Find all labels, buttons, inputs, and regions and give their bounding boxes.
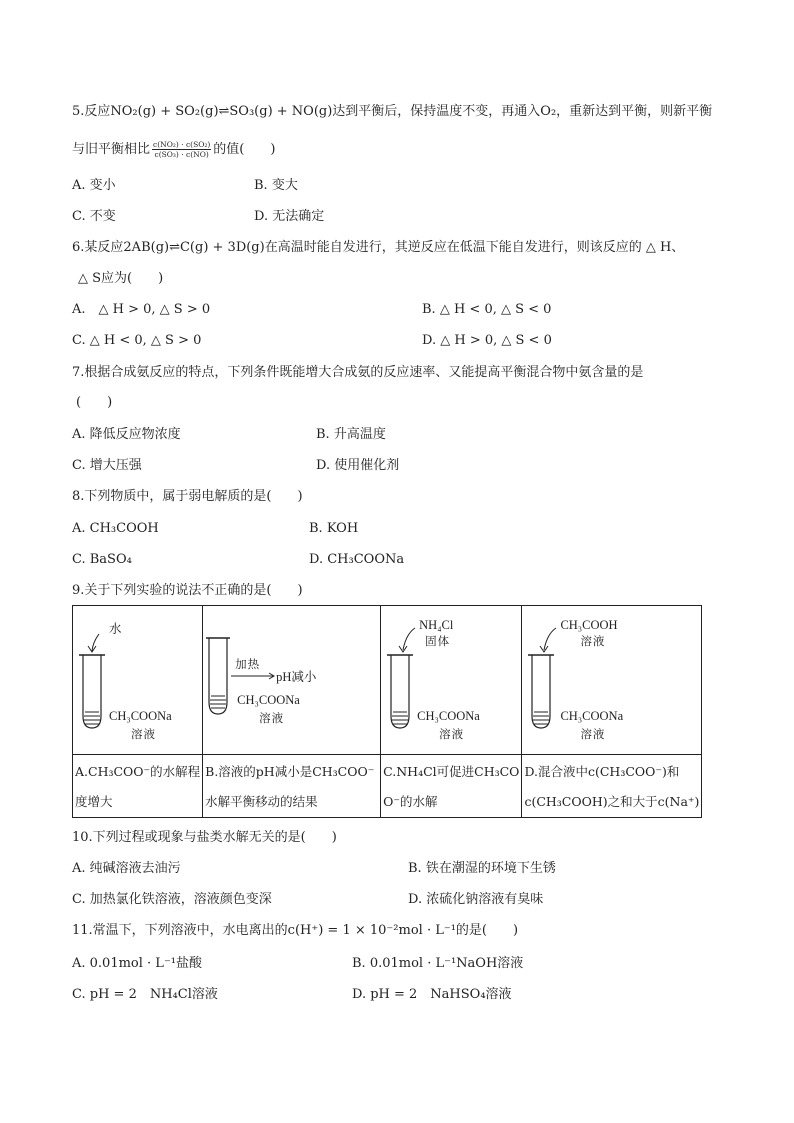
q6-option-d[interactable]: D. △ H > 0, △ S < 0: [422, 333, 552, 348]
q9-experiment-table: [72, 605, 702, 818]
q10-option-d[interactable]: D. 浓硫化钠溶液有臭味: [408, 892, 544, 907]
q6-stem-line2: △ S应为( ): [78, 271, 164, 286]
q9-option-b-line2: 水解平衡移动的结果: [205, 794, 318, 809]
q8-option-a[interactable]: A. CH₃COOH: [72, 521, 159, 536]
q9-cell-c-figure: [381, 606, 522, 755]
q5-fraction-denominator: c(SO₃) · c(NO): [154, 150, 209, 159]
q9-option-b[interactable]: [203, 755, 381, 818]
q5-stem-prefix: 与旧平衡相比: [72, 142, 151, 157]
q9-option-d-line1: D.混合液中c(CH₃COO⁻)和: [524, 764, 680, 779]
fig-b-solution-label: 溶液: [259, 711, 285, 725]
q5-stem-suffix: 的值( ): [213, 142, 276, 157]
q5-stem-line2: [72, 140, 275, 159]
fig-d-added-label: 溶液: [580, 634, 606, 648]
fig-a-solution-label: 溶液: [131, 727, 156, 741]
q9-option-d-line2: c(CH₃COOH)之和大于c(Na⁺): [524, 794, 700, 809]
fig-d-solution-name: CH₃COONa: [560, 709, 624, 723]
q8-option-b[interactable]: B. KOH: [309, 521, 359, 536]
q9-cell-d-figure: [522, 606, 702, 755]
q5-option-a[interactable]: A. 变小: [72, 178, 116, 193]
q9-option-d[interactable]: [522, 755, 702, 818]
fig-d-added-name: CH₃COOH: [560, 618, 618, 632]
q8-option-d[interactable]: D. CH₃COONa: [309, 552, 405, 567]
q5-fraction-numerator: c(NO₂) · c(SO₂): [153, 140, 211, 149]
q9-option-b-line1: B.溶液的pH减小是CH₃COO⁻: [205, 764, 375, 779]
q9-option-c[interactable]: [381, 755, 522, 818]
q9-option-a[interactable]: [73, 755, 203, 818]
q9-stem: 9.关于下列实验的说法不正确的是( ): [72, 583, 303, 598]
q11-option-d[interactable]: D. pH = 2 NaHSO₄溶液: [352, 987, 512, 1002]
fig-b-ph-label: pH减小: [276, 670, 317, 684]
q10-option-b[interactable]: B. 铁在潮湿的环境下生锈: [408, 861, 556, 876]
q9-option-a-line2: 度增大: [75, 794, 113, 809]
q11-option-b[interactable]: B. 0.01mol · L⁻¹NaOH溶液: [352, 956, 524, 971]
q6-option-b[interactable]: B. △ H < 0, △ S < 0: [422, 302, 552, 317]
q11-option-a[interactable]: A. 0.01mol · L⁻¹盐酸: [72, 956, 203, 971]
q5-option-d[interactable]: D. 无法确定: [254, 209, 325, 224]
q11-option-c[interactable]: C. pH = 2 NH₄Cl溶液: [72, 987, 218, 1002]
q7-option-d[interactable]: D. 使用催化剂: [316, 458, 400, 473]
q7-stem-line1: 7.根据合成氨反应的特点，下列条件既能增大合成氨的反应速率、又能提高平衡混合物中氨含量的是: [72, 365, 644, 380]
q6-stem-line1: 6.某反应2AB(g)⇌C(g) + 3D(g)在高温时能自发进行，其逆反应在低温下能自发进行，则该反应的 △ H、: [72, 240, 685, 255]
q7-option-a[interactable]: A. 降低反应物浓度: [72, 427, 181, 442]
q8-stem: 8.下列物质中，属于弱电解质的是( ): [72, 489, 303, 504]
q9-option-c-line2: O⁻的水解: [383, 794, 438, 809]
fig-c-added-label: 固体: [425, 634, 451, 648]
q7-stem-line2: ( ): [76, 395, 113, 410]
q8-option-c[interactable]: C. BaSO₄: [72, 552, 132, 567]
fig-b-heat-label: 加热: [235, 657, 261, 671]
q11-stem: 11.常温下，下列溶液中，水电离出的c(H⁺) = 1 × 10⁻²mol · L⁻¹的是( ): [72, 923, 519, 938]
q10-option-c[interactable]: C. 加热氯化铁溶液，溶液颜色变深: [72, 892, 272, 907]
fig-d-solution-label: 溶液: [580, 727, 606, 741]
q7-option-c[interactable]: C. 增大压强: [72, 458, 142, 473]
fig-c-added-name: NH₄Cl: [419, 618, 454, 632]
q6-option-a[interactable]: A. △ H > 0, △ S > 0: [72, 302, 211, 317]
q9-cell-a-figure: [73, 606, 203, 755]
fig-a-added-label: 水: [109, 622, 122, 636]
q10-option-a[interactable]: A. 纯碱溶液去油污: [72, 861, 181, 876]
fig-c-solution-label: 溶液: [439, 727, 465, 741]
q9-option-a-line1: A.CH₃COO⁻的水解程: [75, 764, 201, 779]
q7-option-b[interactable]: B. 升高温度: [316, 427, 386, 442]
fig-a-solution-name: CH₃COONa: [109, 709, 172, 723]
fig-c-solution-name: CH₃COONa: [417, 709, 480, 723]
q5-stem-line1: 5.反应NO₂(g) + SO₂(g)⇌SO₃(g) + NO(g)达到平衡后，保持温度不变，再通入O₂，重新达到平衡，则新平衡: [72, 104, 713, 119]
q6-option-c[interactable]: C. △ H < 0, △ S > 0: [72, 333, 202, 348]
q9-option-c-line1: C.NH₄Cl可促进CH₃CO: [383, 764, 520, 779]
q5-option-c[interactable]: C. 不变: [72, 209, 116, 224]
fig-b-solution-name: CH₃COONa: [237, 693, 300, 707]
q10-stem: 10.下列过程或现象与盐类水解无关的是( ): [72, 830, 337, 845]
q5-option-b[interactable]: B. 变大: [254, 178, 298, 193]
q9-cell-b-figure: [203, 606, 381, 755]
q5-fraction: [152, 140, 211, 159]
